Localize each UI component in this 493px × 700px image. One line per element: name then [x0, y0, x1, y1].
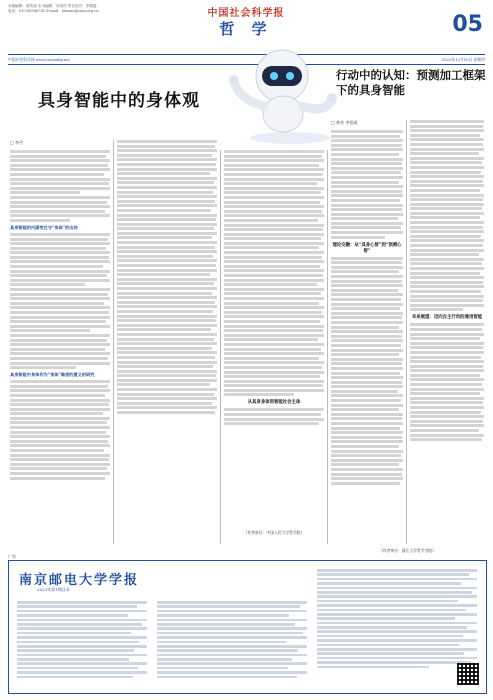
journal-logo: 南京邮电大学学报 — [19, 573, 140, 588]
main-article-col-2 — [117, 140, 217, 544]
ad-label: 广告 — [8, 554, 16, 559]
right-subhead-2: 未来展望：迈向自主行动的通用智能 — [411, 315, 483, 321]
paper-name: 中国社会科学报 — [207, 8, 285, 19]
website-link[interactable]: 中国社会科学网 www.csstoday.net — [8, 57, 70, 62]
editor-line: 本版编辑：郝雪丽 本书编辑：刘奇洋 责任校对：李瑞霞 — [8, 4, 97, 8]
right-article-footer — [331, 548, 484, 556]
main-article-col-3 — [224, 150, 324, 544]
section-name: 哲 学 — [219, 20, 273, 38]
right-article-col-2 — [410, 120, 484, 544]
column-divider — [113, 140, 114, 544]
right-article-author: □ 黄炎 李恒威 — [331, 120, 358, 125]
main-subhead-1: 具身智能的内涵变迁与“身体”的出场 — [10, 224, 78, 230]
right-subhead-1: 理论交融：从“具身心智”到“预测心智” — [332, 242, 402, 254]
contact-line: 电话：010-85886741 E-mail：zhexue@cass.org.cn — [8, 9, 99, 13]
main-article-affiliation: （作者单位：中国人民大学哲学院） — [243, 530, 305, 535]
ad-contents-col-1 — [17, 601, 147, 680]
right-article-col-1 — [331, 120, 403, 544]
main-article-col-1 — [10, 140, 110, 544]
column-divider — [220, 150, 221, 544]
masthead-editor-info — [8, 4, 148, 14]
column-divider — [406, 120, 407, 544]
ad-contents-col-3 — [317, 569, 477, 670]
ad-contents-col-2 — [157, 601, 307, 680]
main-subhead-3: 从具身身体到智能社会主体 — [247, 400, 301, 406]
right-article-affiliation: （作者单位：浙江大学哲学学院） — [379, 548, 436, 553]
main-article-title: 具身智能中的身体观 — [38, 91, 200, 111]
right-article-title: 行动中的认知：预测加工框架下的具身智能 — [336, 68, 486, 97]
column-divider — [327, 150, 328, 544]
page-number: 05 — [452, 12, 483, 37]
journal-advertisement — [8, 560, 487, 694]
qr-code-icon — [457, 663, 479, 685]
journal-issue-contents: 2023年第1期目录 — [37, 587, 70, 592]
main-subhead-2: 具身智能中身体作为“身体”维度的意义的研究 — [10, 372, 95, 378]
main-article-footer — [224, 530, 324, 542]
issue-date: 2022年12月15日 星期四 — [441, 57, 485, 62]
main-article-author: □ 李丹 — [10, 140, 24, 145]
